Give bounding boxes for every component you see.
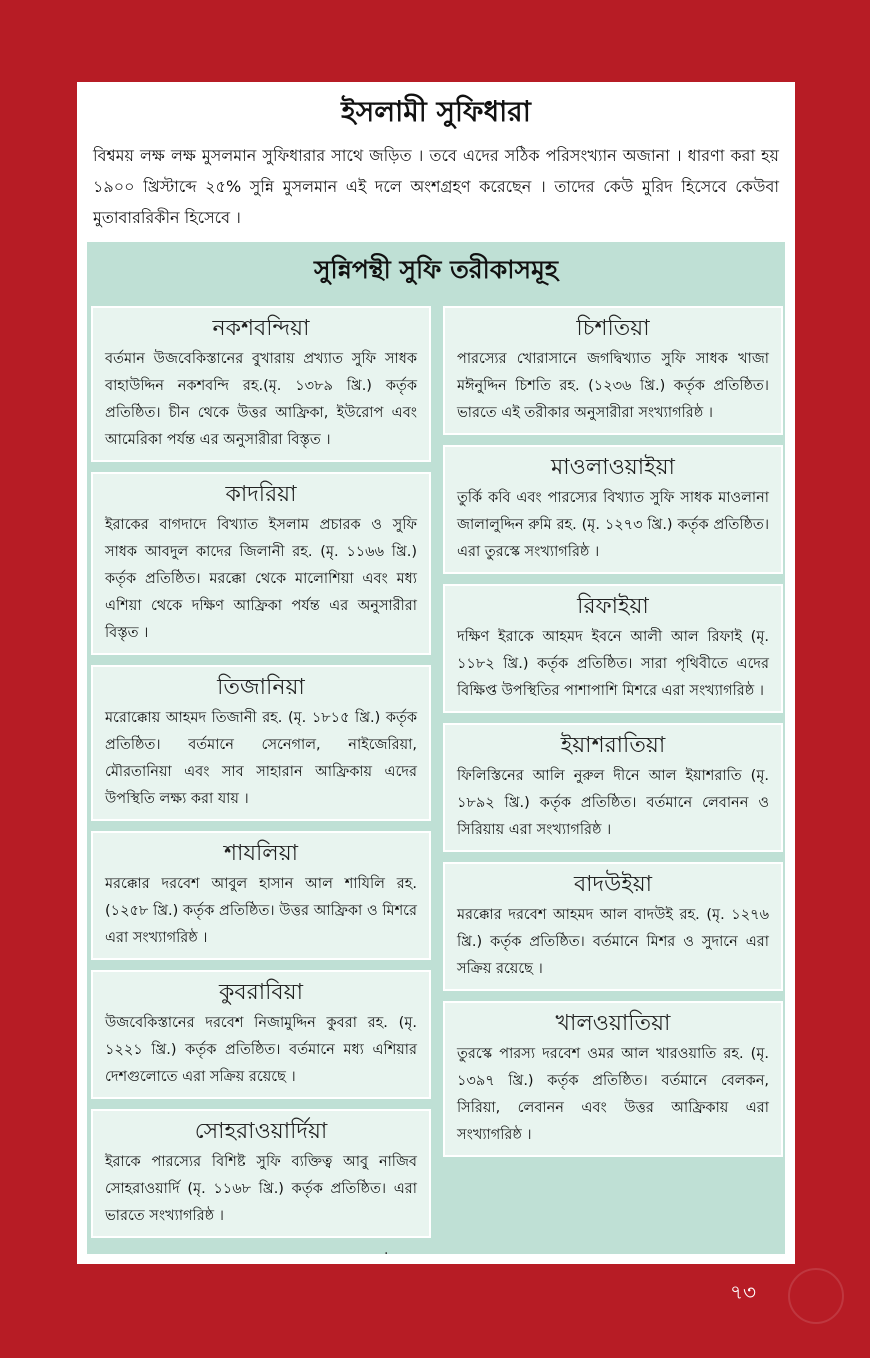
order-box-shadhiliyya [91,831,431,960]
order-name: সোহরাওয়ার্দিয়া [194,1119,328,1144]
order-box-kubrawiyya [91,970,431,1099]
page-number: ৭৩ [730,1280,757,1304]
page-sheet [77,82,795,1264]
order-name: রিফাইয়া [577,594,649,619]
order-box-qadiriyya [91,472,431,655]
order-description: মরোক্কোয় আহমদ তিজানী রহ. (মৃ. ১৮১৫ খ্রি.) কর্তৃক প্রতিষ্ঠিত। বর্তমানে সেনেগাল, নাইজেরিয়া, মৌরতানিয়া এবং সাব সাহারান আফ্রিকায় এদের উপস্থিতি লক্ষ্য করা যায় । [105,710,417,807]
order-name: নকশবন্দিয়া [212,316,310,341]
stray-dot: . [384,1242,389,1258]
order-name: কুবরাবিয়া [219,980,303,1005]
page-corner-ornament [788,1268,844,1324]
order-description: বর্তমান উজবেকিস্তানের বুখারায় প্রখ্যাত সুফি সাধক বাহাউদ্দিন নকশবন্দি রহ.(মৃ. ১৩৮৯ খ্রি.) কর্তৃক প্রতিষ্ঠিত। চীন থেকে উত্তর আফ্রিকা, ইউরোপ এবং আমেরিকা পর্যন্ত এর অনুসারীরা বিস্তৃত । [105,351,417,448]
order-box-suhrawardiyya [91,1109,431,1238]
order-box-naqshbandiyya [91,306,431,462]
order-description: তুরস্কে পারস্য দরবেশ ওমর আল খারওয়াতি রহ. (মৃ. ১৩৯৭ খ্রি.) কর্তৃক প্রতিষ্ঠিত। বর্তমানে বেলকন, সিরিয়া, লেবানন এবং উত্তর আফ্রিকায় এরা সংখ্যাগরিষ্ঠ । [457,1046,769,1143]
order-name: খালওয়াতিয়া [555,1011,671,1036]
left-column [91,306,431,1248]
right-column [443,306,783,1167]
order-box-rifaiyya [443,584,783,713]
intro-paragraph: বিশ্বময় লক্ষ লক্ষ মুসলমান সুফিধারার সাথে জড়িত । তবে এদের সঠিক পরিসংখ্যান অজানা । ধারণা করা হয় ১৯০০ খ্রিস্টাব্দে ২৫% সুন্নি মুসলমান এই দলে অংশগ্রহণ করেছেন । তাদের কেউ মুরিদ হিসেবে কেউবা মুতাবাররিকীন হিসেবে । [93,146,779,227]
order-name: ইয়াশরাতিয়া [560,733,666,758]
order-box-mawlawiyya [443,445,783,574]
order-name: কাদরিয়া [225,482,297,507]
order-description: দক্ষিণ ইরাকে আহমদ ইবনে আলী আল রিফাই (মৃ. ১১৮২ খ্রি.) কর্তৃক প্রতিষ্ঠিত। সারা পৃথিবীতে এদের বিক্ষিপ্ত উপস্থিতির পাশাপাশি মিশরে এরা সংখ্যাগরিষ্ঠ । [457,629,769,699]
sufi-orders-panel [87,242,785,1258]
order-name: তিজানিয়া [217,675,305,700]
order-name: শাযলিয়া [223,841,299,866]
order-name: মাওলাওয়াইয়া [551,455,675,480]
order-box-badawiyya [443,862,783,991]
order-name: চিশতিয়া [576,316,650,341]
page-title: ইসলামী সুফিধারা [341,95,531,128]
order-description: ইরাকে পারস্যের বিশিষ্ট সুফি ব্যক্তিত্ব আবু নাজিব সোহরাওয়ার্দি (মৃ. ১১৬৮ খ্রি.) কর্তৃক প্রতিষ্ঠিত। এরা ভারতে সংখ্যাগরিষ্ঠ । [105,1154,417,1224]
order-box-chishtiyya [443,306,783,435]
order-description: তুর্কি কবি এবং পারস্যের বিখ্যাত সুফি সাধক মাওলানা জালালুদ্দিন রুমি রহ. (মৃ. ১২৭৩ খ্রি.) কর্তৃক প্রতিষ্ঠিত। এরা তুরস্কে সংখ্যাগরিষ্ঠ । [457,490,769,560]
order-box-yashrutiyya [443,723,783,852]
order-description: ইরাকের বাগদাদে বিখ্যাত ইসলাম প্রচারক ও সুফি সাধক আবদুল কাদের জিলানী রহ. (মৃ. ১১৬৬ খ্রি.) কর্তৃক প্রতিষ্ঠিত। মরক্কো থেকে মালোশিয়া এবং মধ্য এশিয়া থেকে দক্ষিণ আফ্রিকা পর্যন্ত এর অনুসারীরা বিস্তৃত । [105,517,417,641]
order-description: মরক্কোর দরবেশ আহমদ আল বাদউই রহ. (মৃ. ১২৭৬ খ্রি.) কর্তৃক প্রতিষ্ঠিত। বর্তমানে মিশর ও সুদানে এরা সক্রিয় রয়েছে । [457,907,769,977]
order-description: মরক্কোর দরবেশ আবুল হাসান আল শাযিলি রহ. (১২৫৮ খ্রি.) কর্তৃক প্রতিষ্ঠিত। উত্তর আফ্রিকা ও মিশরে এরা সংখ্যাগরিষ্ঠ । [105,876,417,946]
order-description: উজবেকিস্তানের দরবেশ নিজামুদ্দিন কুবরা রহ. (মৃ. ১২২১ খ্রি.) কর্তৃক প্রতিষ্ঠিত। বর্তমানে মধ্য এশিয়ার দেশগুলোতে এরা সক্রিয় রয়েছে । [105,1015,417,1085]
panel-title: সুন্নিপন্থী সুফি তরীকাসমূহ [313,255,559,284]
order-description: ফিলিস্তিনের আলি নুরুল দীনে আল ইয়াশরাতি (মৃ. ১৮৯২ খ্রি.) কর্তৃক প্রতিষ্ঠিত। বর্তমানে লেবানন ও সিরিয়ায় এরা সংখ্যাগরিষ্ঠ । [457,768,769,838]
order-box-tijaniyya [91,665,431,821]
order-name: বাদউইয়া [573,872,653,897]
order-box-khalwatiyya [443,1001,783,1157]
order-description: পারস্যের খোরাসানে জগদ্বিখ্যাত সুফি সাধক খাজা মঈনুদ্দিন চিশতি রহ. (১২৩৬ খ্রি.) কর্তৃক প্রতিষ্ঠিত। ভারতে এই তরীকার অনুসারীরা সংখ্যাগরিষ্ঠ । [457,351,769,421]
